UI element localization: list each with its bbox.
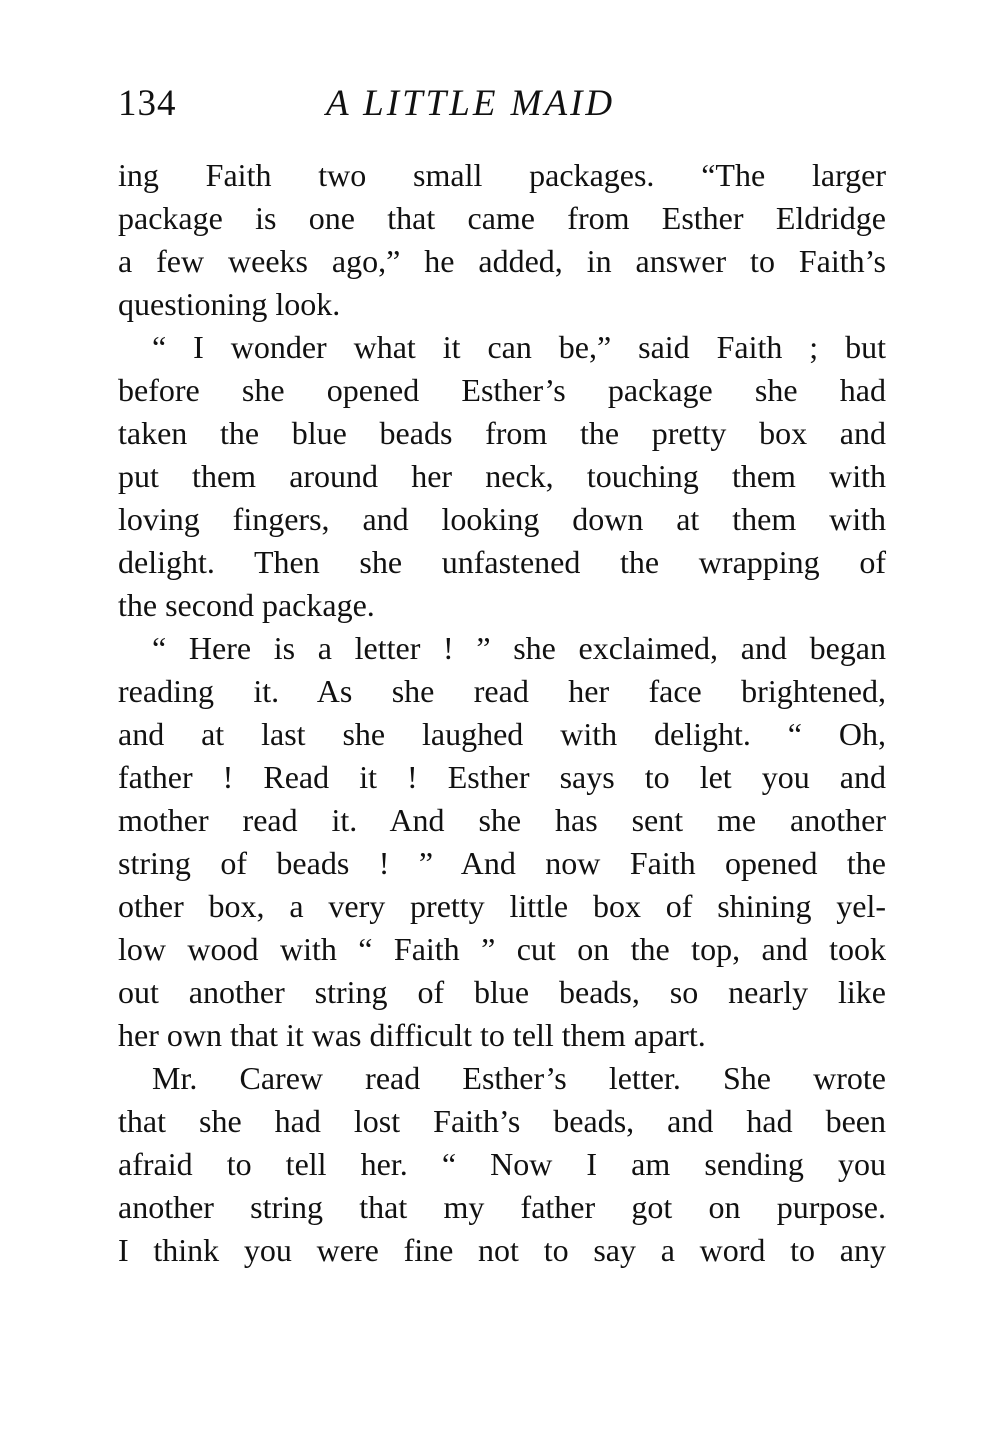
text-line: taken the blue beads from the pretty box and — [118, 415, 886, 451]
running-title: A LITTLE MAID — [326, 83, 616, 124]
body-text — [118, 154, 886, 1272]
text-line: Mr. Carew read Esther’s letter. She wrote — [152, 1060, 886, 1096]
text-line: out another string of blue beads, so nearly like — [118, 974, 886, 1010]
text-line: her own that it was difficult to tell them apart. — [118, 1017, 706, 1053]
text-line: loving fingers, and looking down at them with — [118, 501, 886, 537]
text-line: reading it. As she read her face brightened, — [118, 673, 886, 709]
text-line: that she had lost Faith’s beads, and had been — [118, 1103, 886, 1139]
text-line: the second package. — [118, 587, 375, 623]
text-line: another string that my father got on purpose. — [118, 1189, 886, 1225]
text-line: before she opened Esther’s package she had — [118, 372, 886, 408]
text-line: I think you were fine not to say a word to any — [118, 1232, 886, 1268]
text-line: afraid to tell her. “ Now I am sending you — [118, 1146, 886, 1182]
text-line: ing Faith two small packages. “The larger — [118, 157, 886, 193]
page-number: 134 — [118, 83, 177, 124]
text-line: low wood with “ Faith ” cut on the top, and took — [118, 931, 886, 967]
text-line: father ! Read it ! Esther says to let you and — [118, 759, 886, 795]
text-line: “ I wonder what it can be,” said Faith ; but — [152, 329, 886, 365]
running-head — [118, 82, 888, 132]
text-line: package is one that came from Esther Eldridge — [118, 200, 886, 236]
text-line: and at last she laughed with delight. “ Oh, — [118, 716, 886, 752]
text-line: other box, a very pretty little box of shining yel- — [118, 888, 886, 924]
text-line: mother read it. And she has sent me another — [118, 802, 886, 838]
text-line: a few weeks ago,” he added, in answer to Faith’s — [118, 243, 886, 279]
text-line: delight. Then she unfastened the wrapping of — [118, 544, 886, 580]
text-line: questioning look. — [118, 286, 341, 322]
text-line: string of beads ! ” And now Faith opened the — [118, 845, 886, 881]
text-line: put them around her neck, touching them with — [118, 458, 886, 494]
text-line: “ Here is a letter ! ” she exclaimed, and began — [152, 630, 886, 666]
